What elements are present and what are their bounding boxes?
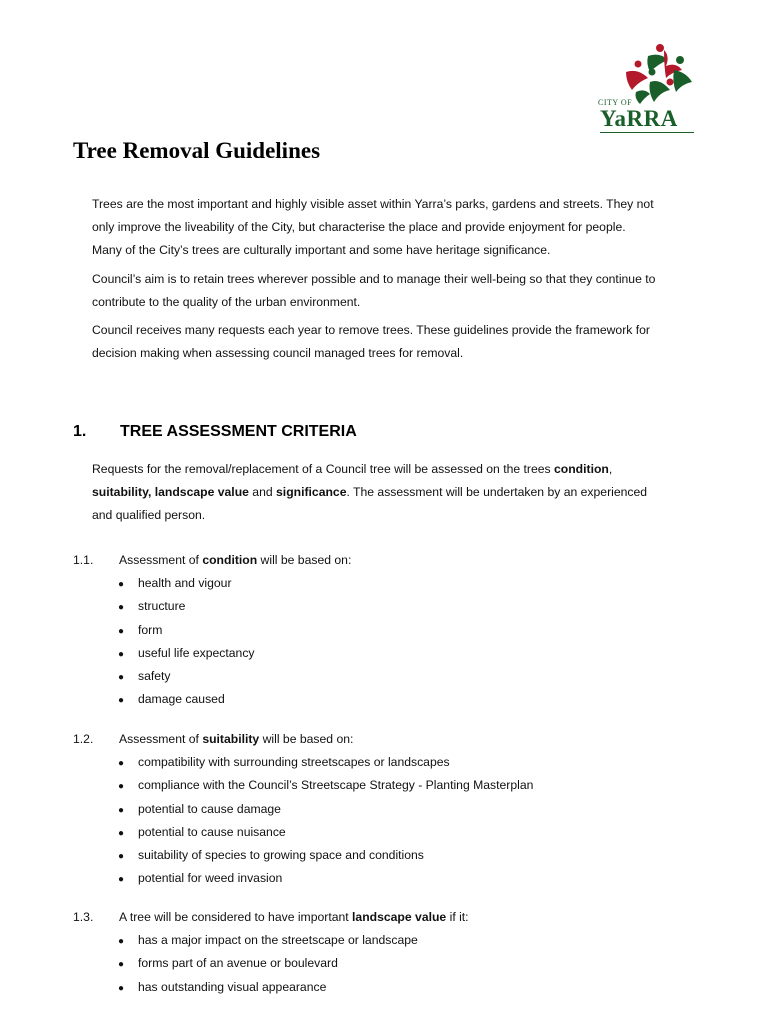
text: Requests for the removal/replacement of a Council tree will be assessed on the trees [92,462,555,476]
list-item [118,952,418,975]
intro-paragraph-1 [92,193,654,262]
bullet-icon: ● [118,695,125,707]
logo-figures-icon [620,42,696,106]
logo-city-of-text: CITY OF [598,98,633,107]
section-1-intro-line-2 [92,481,647,504]
bullet-icon: ● [118,936,125,947]
list-item-text: form [138,622,163,637]
list-item [118,665,255,688]
list-item [118,595,255,618]
list-item-text: has outstanding visual appearance [138,979,327,994]
bold-term: suitability [202,732,260,746]
list-item-text: safety [138,669,171,684]
list-item [118,867,533,890]
bold-term: landscape value [352,910,447,924]
intro-p3-line-2: decision making when assessing council managed trees for removal. [92,346,464,360]
city-of-yarra-logo [590,42,700,136]
bullet-icon: ● [118,648,125,660]
text: Assessment of [119,732,203,746]
list-item-text: health and vigour [138,576,232,590]
list-item-text: damage caused [138,692,225,707]
bullet-icon: ● [118,874,125,886]
bullet-icon: ● [118,982,125,994]
logo-underline [600,132,694,133]
intro-p1-line-3: Many of the City’s trees are culturally important and some have heritage significance. [92,243,551,257]
text: will be based on: [259,732,354,746]
section-1-intro [92,458,647,527]
bullet-icon: ● [118,579,125,590]
list-item [118,642,255,665]
list-item [118,751,533,774]
text: Assessment of [119,553,203,567]
list-item [118,821,533,844]
bullet-icon: ● [118,625,125,637]
subsection-1-1-heading [73,553,351,567]
subsection-1-2-list [118,751,533,891]
list-item-text: structure [138,599,186,614]
subsection-number: 1.3. [73,910,94,924]
intro-p3-line-1: Council receives many requests each year to remove trees. These guidelines provide the framework for [92,323,650,337]
list-item [118,688,255,711]
list-item-text: potential to cause nuisance [138,824,286,839]
bold-term: condition [202,553,258,567]
bullet-icon: ● [118,851,125,863]
section-1-title: TREE ASSESSMENT CRITERIA [120,423,357,440]
bullet-icon: ● [118,758,125,769]
text: , [608,462,613,476]
list-item-text: compatibility with surrounding streetscapes or landscapes [138,755,450,769]
text: . The assessment will be undertaken by an experienced [346,485,648,499]
list-item-text: useful life expectancy [138,645,255,660]
subsection-1-3-heading [73,910,469,924]
list-item-text: forms part of an avenue or boulevard [138,956,338,971]
text: A tree will be considered to have important [119,910,353,924]
subsection-1-2-heading [73,732,353,746]
intro-p1-line-2: only improve the liveability of the City, but characterise the place and provide enjoyment for people. [92,220,626,234]
bullet-icon: ● [118,959,125,971]
list-item [118,774,533,797]
intro-p2-line-2: contribute to the quality of the urban environment. [92,295,361,309]
section-1-heading [73,423,357,441]
subsection-number: 1.1. [73,553,94,567]
bullet-icon: ● [118,602,125,614]
list-item [118,844,533,867]
intro-p1-line-1: Trees are the most important and highly visible asset within Yarra’s parks, gardens and streets. They not [92,197,654,211]
bullet-icon: ● [118,804,125,816]
list-item-text: compliance with the Council’s Streetscape Strategy - Planting Masterplan [138,778,534,793]
text: will be based on: [257,553,352,567]
page-title: Tree Removal Guidelines [73,138,321,163]
bullet-icon: ● [118,781,125,793]
list-item [118,976,418,999]
subsection-number: 1.2. [73,732,94,746]
list-item-text: potential for weed invasion [138,871,283,886]
subsection-1-1-list [118,572,255,712]
list-item-text: suitability of species to growing space and conditions [138,848,424,863]
bold-significance: significance [276,485,347,499]
intro-p2-line-1: Council’s aim is to retain trees wherever possible and to manage their well-being so that they continue to [92,272,656,286]
list-item [118,619,255,642]
intro-paragraph-3 [92,319,650,365]
text: if it: [446,910,469,924]
list-item [118,572,255,595]
intro-paragraph-2 [92,268,655,314]
logo-yarra-text: YaRRA [600,106,678,131]
bold-suitability-landscape: suitability, landscape value [92,485,249,499]
list-item [118,929,418,952]
text: and [248,485,277,499]
section-1-intro-line-1 [92,458,647,481]
list-item-text: potential to cause damage [138,801,281,816]
bullet-icon: ● [118,672,125,684]
list-item [118,798,533,821]
bold-condition: condition [554,462,609,476]
section-1-number: 1. [73,423,87,440]
section-1-intro-line-3: and qualified person. [92,508,206,522]
bullet-icon: ● [118,827,125,839]
subsection-1-3-list [118,929,418,999]
list-item-text: has a major impact on the streetscape or landscape [138,933,418,947]
